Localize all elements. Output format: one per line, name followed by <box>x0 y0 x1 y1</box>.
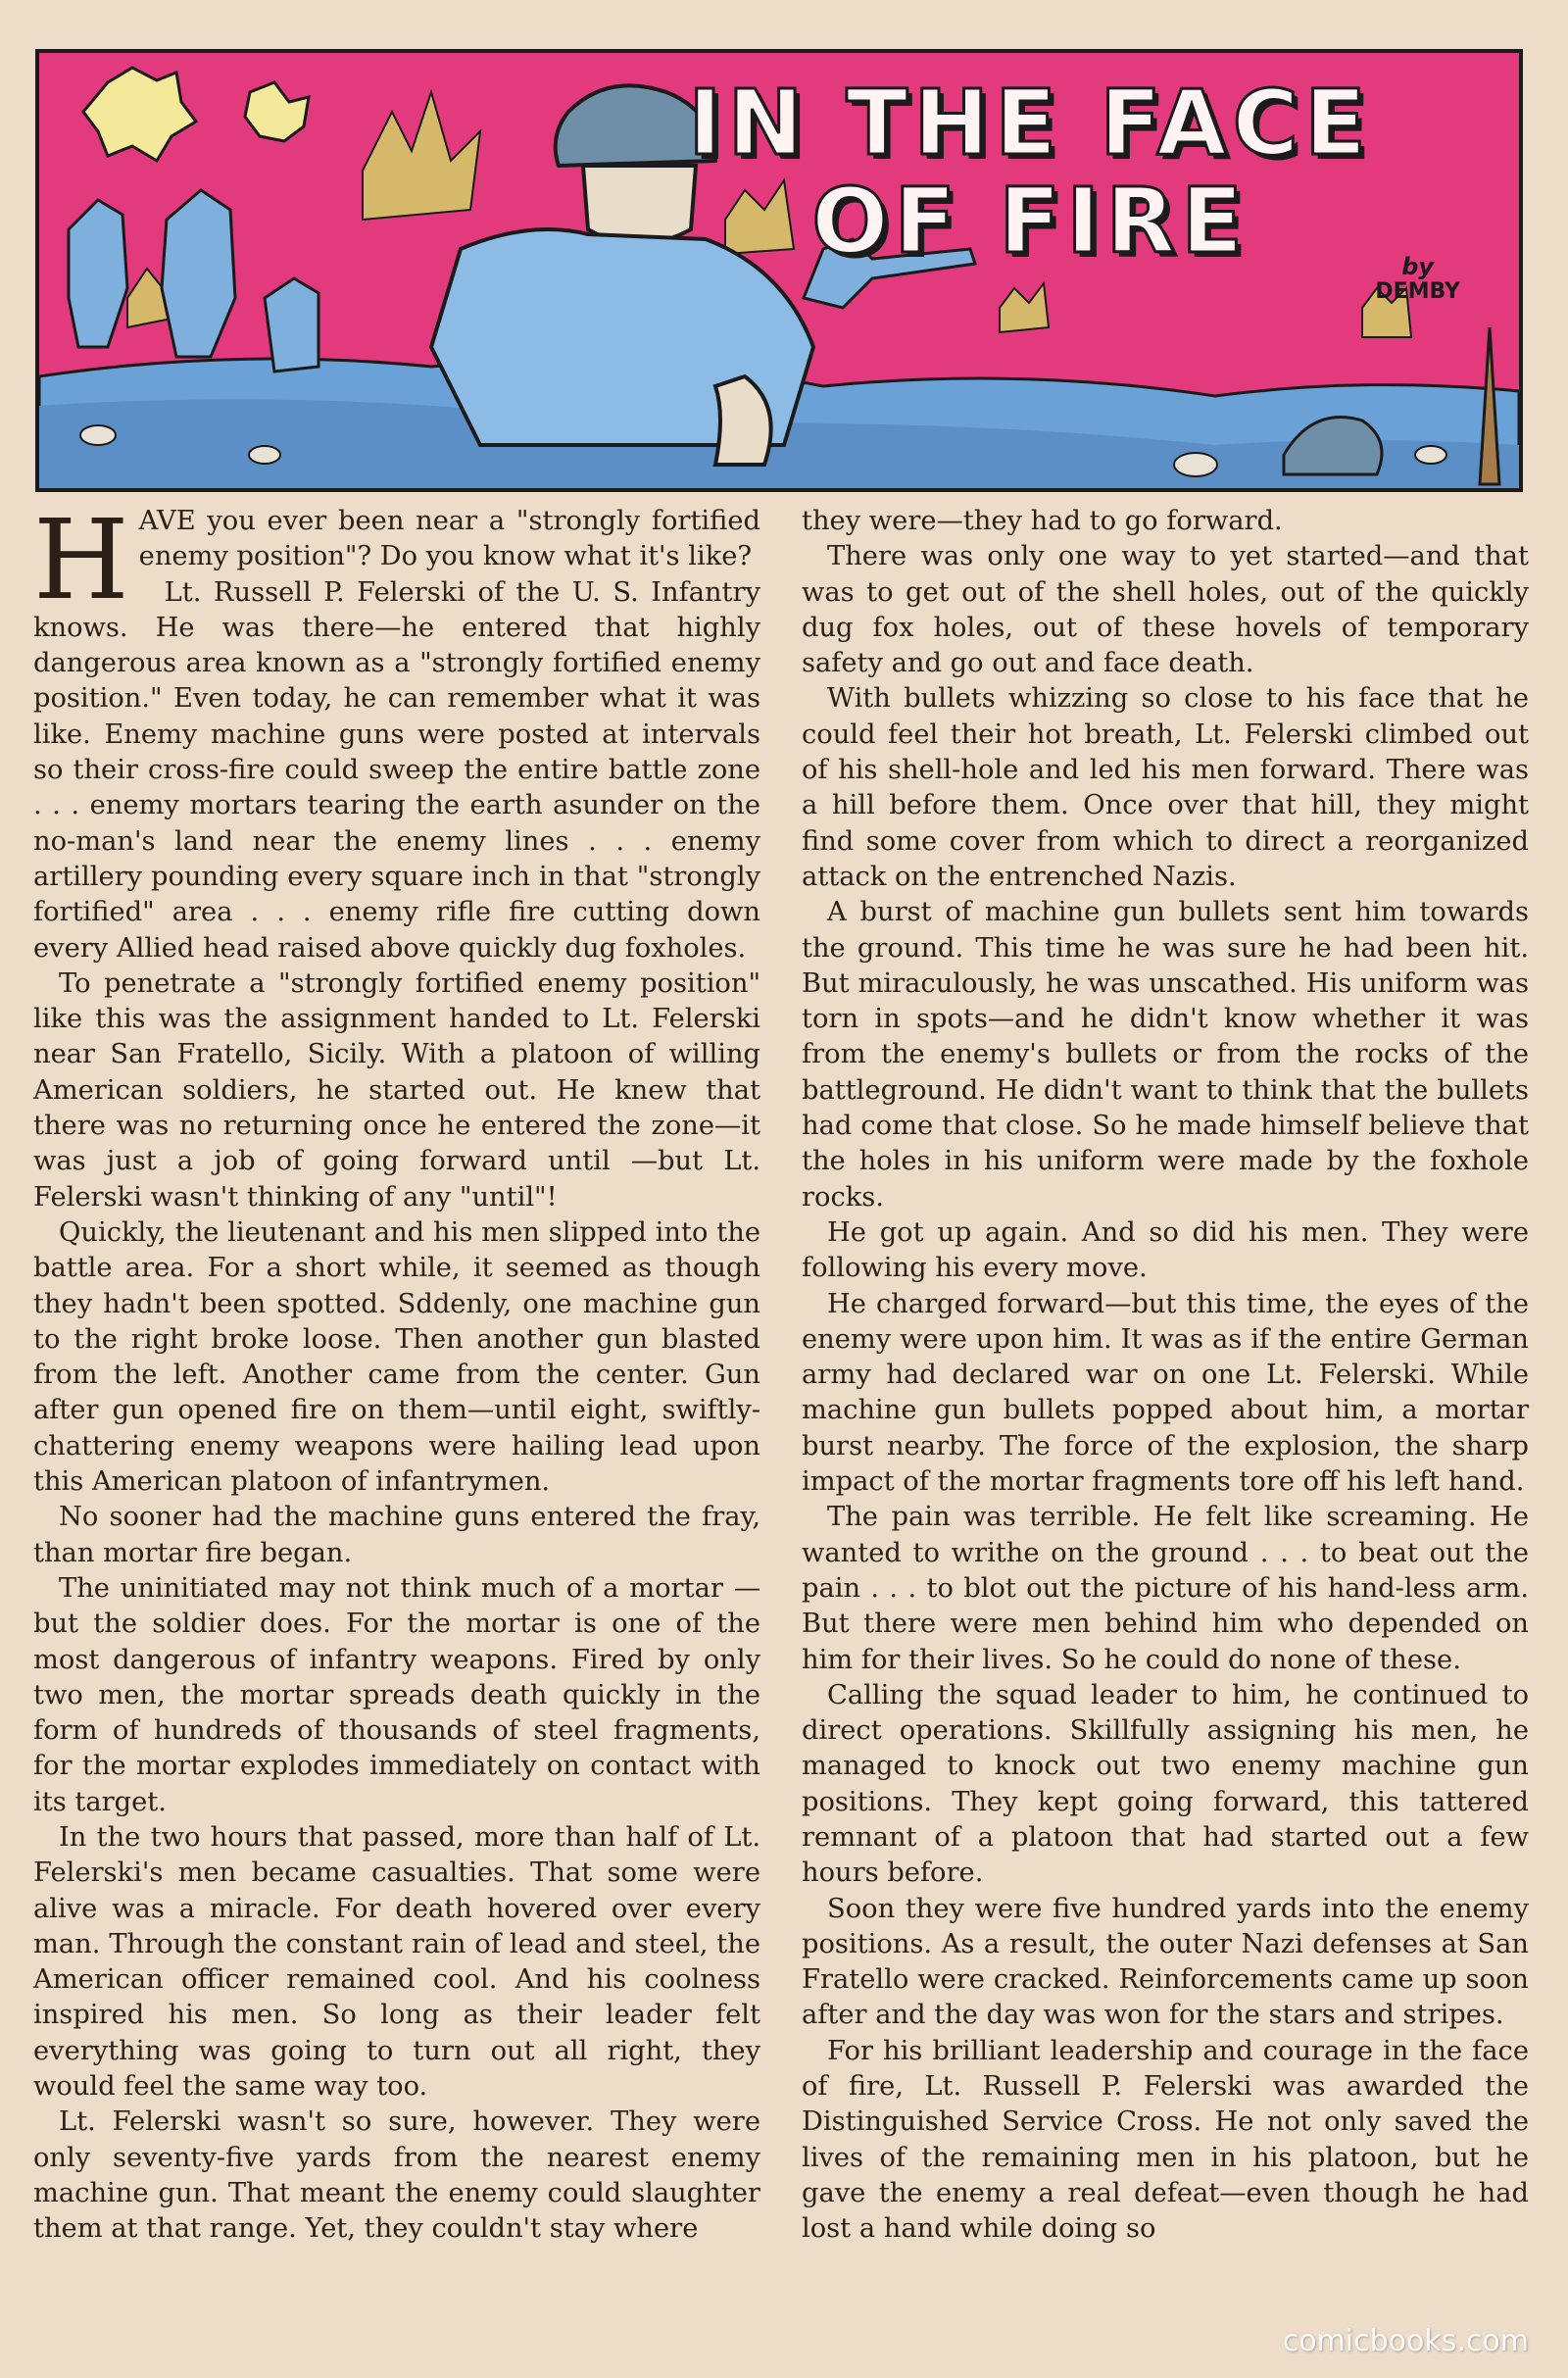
paragraph: In the two hours that passed, more than half of Lt. Felerski's men became casualties. That some were alive was a miracle. For death hovered over every man. Through the constant rain of lead and steel, the American officer remained cool. And his coolness inspired his men. So long as their leader felt everything was going to turn out all right, they would feel the same way too. <box>33 1821 760 2103</box>
paragraph: they were—they had to go forward. <box>802 506 1283 536</box>
paragraph: Quickly, the lieutenant and his men slipped into the battle area. For a short while, it seemed as though they hadn't been spotted. Sddenly, one machine gun to the right broke loose. Then another gun blasted from the left. Another came from the center. Gun after gun opened fire on them—until eight, swiftly-chattering enemy weapons were hailing lead upon this American platoon of infantrymen. <box>33 1216 760 1498</box>
paragraph: Lt. Russell P. Felerski of the U. S. Infantry knows. He was there—he entered that highly dangerous area known as a "strongly fortified enemy position." Even today, he can remember what it was like. Enemy machine guns were posted at intervals so their cross-fire could sweep the entire battle zone . . . enemy mortars tearing the earth asunder on the no-man's land near the enemy lines . . . enemy artillery pounding every square inch in that "strongly fortified" area . . . enemy rifle fire cutting down every Allied head raised above quickly dug foxholes. <box>33 576 760 964</box>
paragraph: For his brilliant leadership and courage in the face of fire, Lt. Russell P. Felerski was awarded the Distinguished Service Cross. He not only saved the lives of the remaining men in his platoon, but he gave the enemy a real defeat—even though he had lost a hand while doing so <box>802 2035 1529 2245</box>
article-column-left <box>33 497 760 2248</box>
title-banner <box>35 49 1523 492</box>
artist-name: DEMBY <box>1375 279 1460 304</box>
title-line-1: IN THE FACE <box>688 71 1372 175</box>
artist-credit <box>1375 254 1460 305</box>
paragraph: No sooner had the machine guns entered the fray, than mortar fire began. <box>33 1502 760 1568</box>
paragraph: With bullets whizzing so close to his face that he could feel their hot breath, Lt. Felerski climbed out of his shell-hole and led his men forward. There was a hill before them. Once over that hill, they might find some cover from which to direct a reorganized attack on the entrenched Nazis. <box>802 683 1529 892</box>
paragraph: Calling the squad leader to him, he continued to direct operations. Skillfully assigning his men, he managed to knock out two enemy machine gun positions. They kept going forward, this tattered remnant of a platoon that had started out a few hours before. <box>802 1679 1529 1889</box>
paragraph: He charged forward—but this time, the eyes of the enemy were upon him. It was as if the entire German army had declared war on one Lt. Felerski. While machine gun bullets popped about him, a mortar burst nearby. The force of the explosion, the sharp impact of the mortar fragments tore off his left hand. <box>802 1288 1529 1498</box>
paragraph-text: AVE you ever been near a "strongly fortified enemy position"? Do you know what it's like? <box>138 506 760 572</box>
drop-cap: H <box>33 497 129 624</box>
byline-by: by <box>1401 253 1435 280</box>
paragraph: The pain was terrible. He felt like screaming. He wanted to writhe on the ground . . . to beat out the pain . . . to blot out the picture of his hand-less arm. But there were men behind him who depended on him for their lives. So he could do none of these. <box>802 1502 1529 1675</box>
paragraph: Soon they were five hundred yards into the enemy positions. As a result, the outer Nazi defenses at San Fratello were cracked. Reinforcements came up soon after and the day was won for the stars and stripes. <box>802 1893 1529 2031</box>
watermark: comicbooks.com <box>1282 2324 1529 2358</box>
paragraph: The uninitiated may not think much of a mortar —but the soldier does. For the mortar is one of the most dangerous of infantry weapons. Fired by only two men, the mortar spreads death quickly in the form of hundreds of thousands of steel fragments, for the mortar explodes immediately on contact with its target. <box>33 1572 760 1817</box>
paragraph <box>33 497 760 624</box>
paragraph: To penetrate a "strongly fortified enemy position" like this was the assignment handed to Lt. Felerski near San Fratello, Sicily. With a platoon of willing American soldiers, he started out. He knew that there was no returning once he entered the zone—it was just a job of going forward until —but Lt. Felerski wasn't thinking of any "until"! <box>33 967 760 1213</box>
paragraph: There was only one way to yet started—and that was to get out of the shell holes, out of the quickly dug fox holes, out of these hovels of temporary safety and go out and face death. <box>802 541 1529 679</box>
paragraph: He got up again. And so did his men. They were following his every move. <box>802 1216 1529 1284</box>
page-title <box>688 71 1372 273</box>
title-line-2: OF FIRE <box>811 169 1250 273</box>
paragraph: Lt. Felerski wasn't so sure, however. They were only seventy-five yards from the nearest enemy machine gun. That meant the enemy could slaughter them at that range. Yet, they couldn't stay where <box>33 2106 760 2245</box>
paragraph: A burst of machine gun bullets sent him towards the ground. This time he was sure he had been hit. But miraculously, he was unscathed. His uniform was torn in spots—and he didn't know whether it was from the enemy's bullets or from the rocks of the battleground. He didn't want to think that the bullets had come that close. So he made himself believe that the holes in his uniform were made by the foxhole rocks. <box>802 897 1529 1213</box>
article-column-right <box>802 504 1529 2248</box>
